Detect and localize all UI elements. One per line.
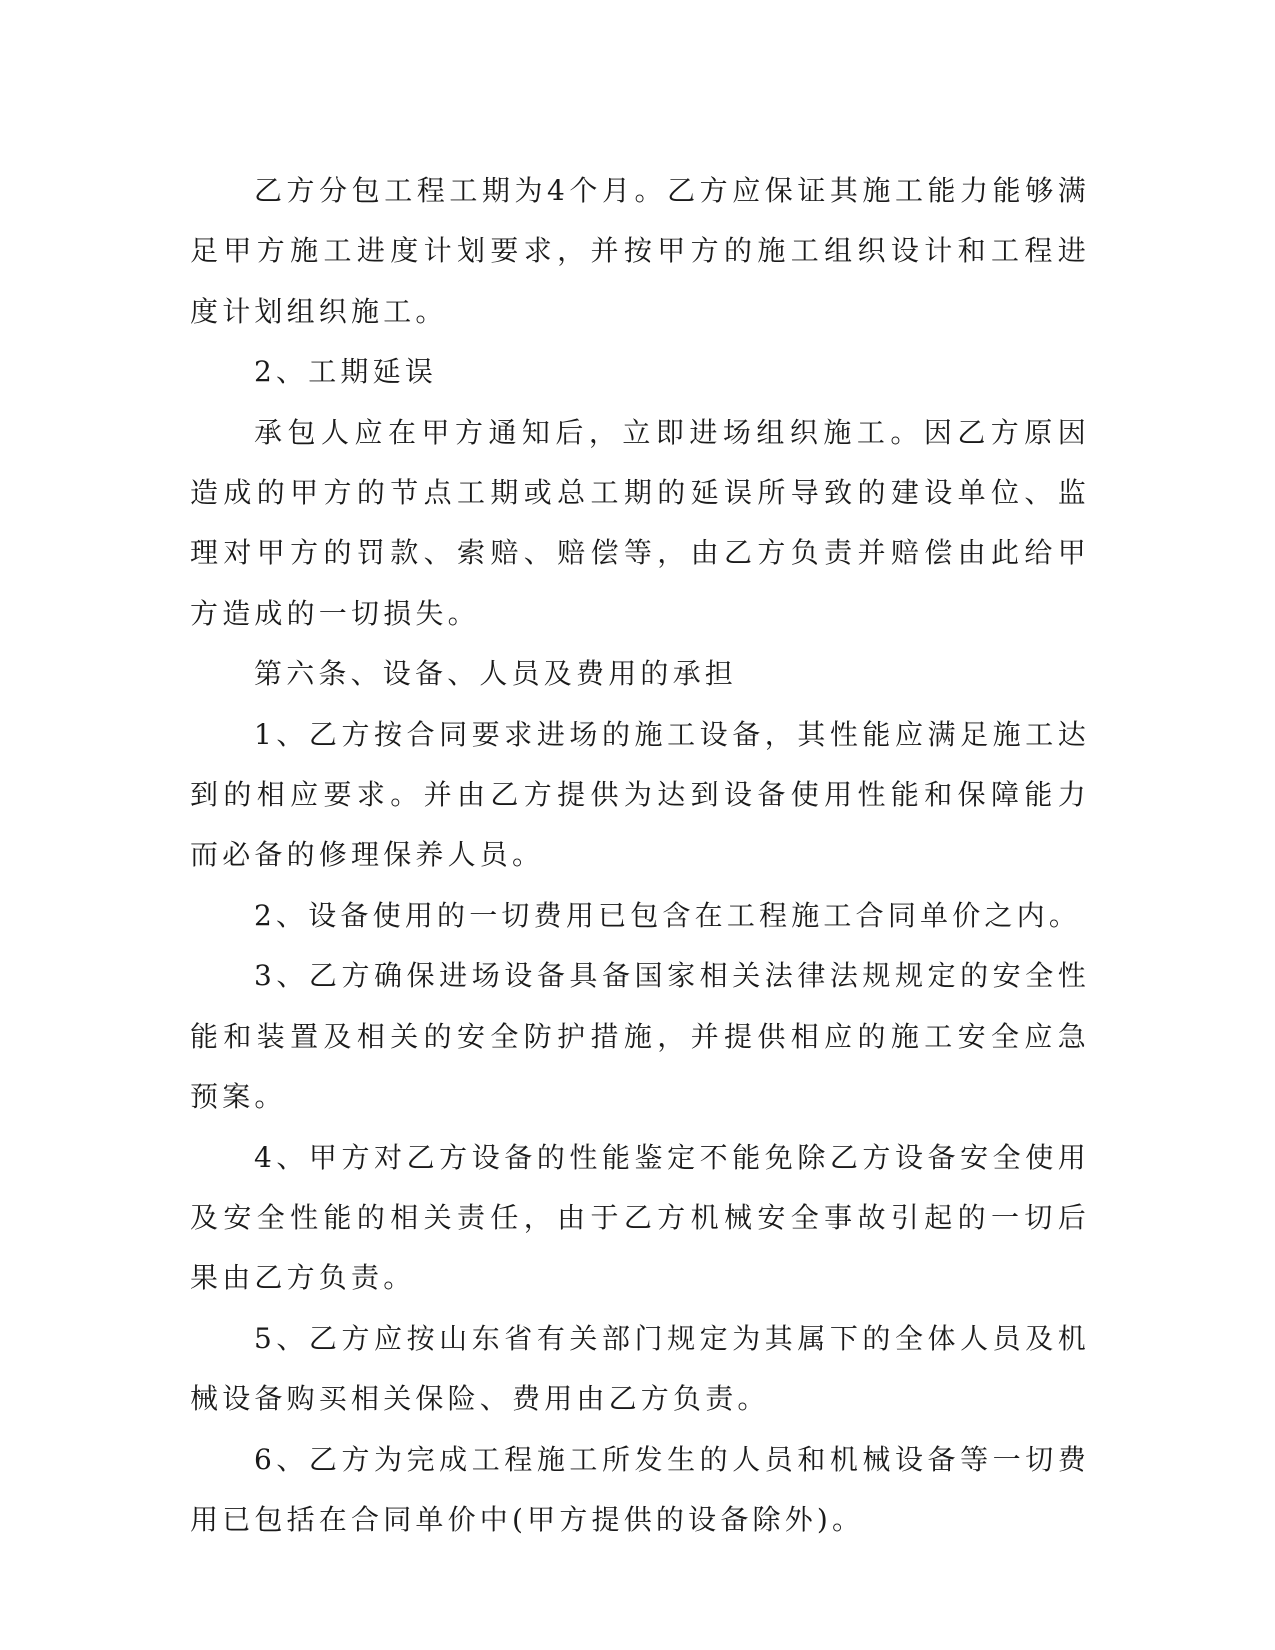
- paragraph-item-5: 5、乙方应按山东省有关部门规定为其属下的全体人员及机械设备购买相关保险、费用由乙方负责。: [190, 1321, 1090, 1416]
- paragraph-item-3: 3、乙方确保进场设备具备国家相关法律法规规定的安全性能和装置及相关的安全防护措施，并提供相应的施工安全应急预案。: [190, 959, 1090, 1114]
- paragraph-item-1: 1、乙方按合同要求进场的施工设备，其性能应满足施工达到的相应要求。并由乙方提供为达到设备使用性能和保障能力而必备的修理保养人员。: [190, 717, 1090, 872]
- document-body: [190, 161, 1090, 1550]
- paragraph-delay-liability: 承包人应在甲方通知后，立即进场组织施工。因乙方原因造成的甲方的节点工期或总工期的延误所导致的建设单位、监理对甲方的罚款、索赔、赔偿等，由乙方负责并赔偿由此给甲方造成的一切损失。: [190, 415, 1090, 630]
- paragraph-item-2: 2、设备使用的一切费用已包含在工程施工合同单价之内。: [254, 898, 1082, 932]
- paragraph-item-6: 6、乙方为完成工程施工所发生的人员和机械设备等一切费用已包括在合同单价中(甲方提供的设备除外)。: [190, 1442, 1090, 1536]
- paragraph-item-4: 4、甲方对乙方设备的性能鉴定不能免除乙方设备安全使用及安全性能的相关责任，由于乙方机械安全事故引起的一切后果由乙方负责。: [190, 1140, 1090, 1295]
- heading-article-six: 第六条、设备、人员及费用的承担: [254, 657, 738, 691]
- heading-schedule-delay: 2、工期延误: [254, 355, 438, 389]
- paragraph-construction-period: 乙方分包工程工期为4个月。乙方应保证其施工能力能够满足甲方施工进度计划要求，并按甲方的施工组织设计和工程进度计划组织施工。: [190, 174, 1090, 328]
